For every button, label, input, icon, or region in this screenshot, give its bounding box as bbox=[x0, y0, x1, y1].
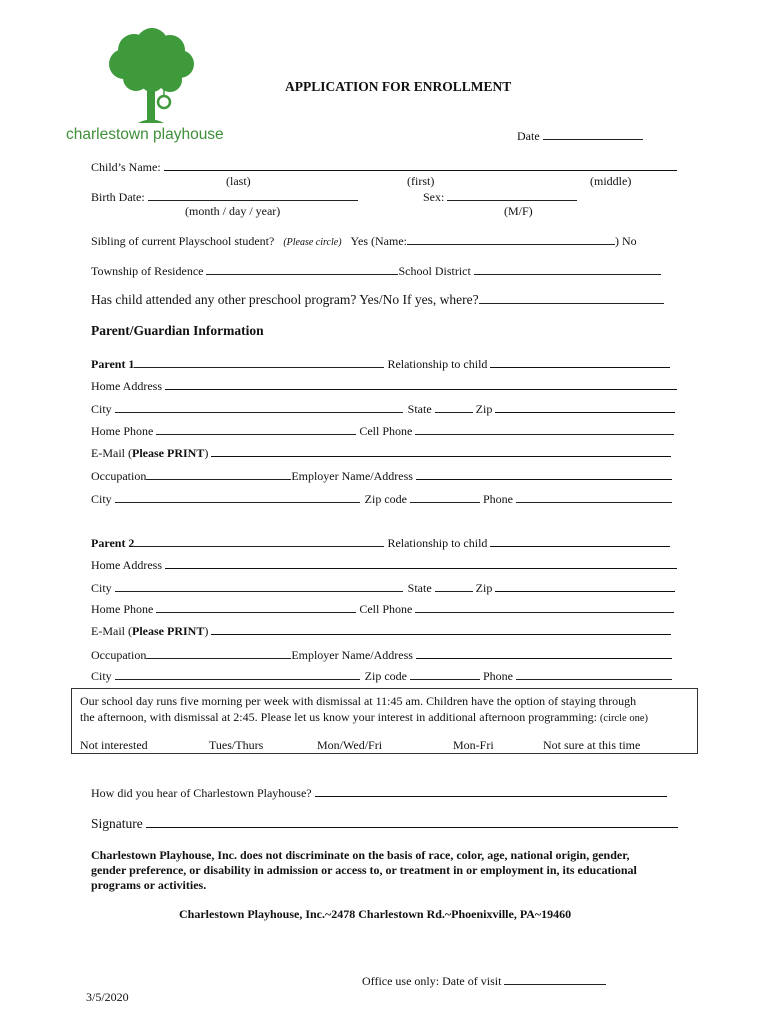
birth-date-row bbox=[91, 189, 358, 205]
option-mon-fri[interactable]: Mon-Fri bbox=[453, 738, 494, 752]
parent2-state-line[interactable] bbox=[435, 580, 473, 592]
parent2-email-line[interactable] bbox=[211, 623, 671, 635]
parent2-city-line[interactable] bbox=[115, 580, 403, 592]
office-use-line[interactable] bbox=[504, 973, 606, 985]
parent2-home-phone-label: Home Phone bbox=[91, 602, 154, 616]
birth-date-line[interactable] bbox=[148, 189, 358, 201]
first-hint: (first) bbox=[407, 174, 435, 188]
parent2-city2-line[interactable] bbox=[115, 668, 360, 680]
township-line[interactable] bbox=[206, 263, 398, 275]
parent1-email-print: Please PRINT bbox=[132, 446, 205, 460]
parent2-relationship-line[interactable] bbox=[490, 535, 670, 547]
parent2-address-row bbox=[91, 557, 677, 573]
nondiscrimination-2: gender preference, or disability in admission or access to, or treatment in or employment in, its educational bbox=[91, 863, 637, 877]
parent1-phone-label: Phone bbox=[483, 492, 513, 506]
circle-one-hint: (circle one) bbox=[599, 713, 648, 724]
parent1-address-row bbox=[91, 378, 677, 394]
sibling-label: Sibling of current Playschool student? bbox=[91, 234, 275, 248]
date-label: Date bbox=[517, 129, 540, 143]
preschool-question: Has child attended any other preschool program? Yes/No If yes, where? bbox=[91, 292, 479, 307]
heard-line[interactable] bbox=[315, 785, 667, 797]
parent2-phone-label: Phone bbox=[483, 669, 513, 683]
parent2-occupation-label: Occupation bbox=[91, 648, 147, 662]
afternoon-box bbox=[71, 688, 698, 754]
parent2-state-label: State bbox=[407, 581, 432, 595]
parent1-occupation-row bbox=[91, 468, 672, 484]
option-mon-wed-fri[interactable]: Mon/Wed/Fri bbox=[317, 738, 383, 752]
signature-label: Signature bbox=[91, 816, 143, 831]
parent2-address-label: Home Address bbox=[91, 558, 162, 572]
preschool-row bbox=[91, 292, 664, 308]
sibling-yes-option[interactable]: Yes (Name: bbox=[350, 234, 407, 248]
parent1-zip-line[interactable] bbox=[495, 401, 675, 413]
parent2-city2-row bbox=[91, 668, 672, 684]
sex-row bbox=[423, 189, 577, 205]
school-district-label: School District bbox=[398, 264, 471, 278]
preschool-line[interactable] bbox=[479, 292, 664, 304]
parent1-zip-code-line[interactable] bbox=[410, 491, 480, 503]
parent2-label: Parent 2 bbox=[91, 536, 135, 550]
parent1-zip-label: Zip bbox=[475, 402, 493, 416]
parent1-city-label: City bbox=[91, 402, 112, 416]
parent2-name-line[interactable] bbox=[134, 535, 384, 547]
tree-icon bbox=[66, 18, 236, 128]
logo-text: charlestown playhouse bbox=[66, 126, 224, 143]
parent1-home-phone-line[interactable] bbox=[156, 423, 356, 435]
date-line[interactable] bbox=[543, 128, 643, 140]
parent2-zip-line[interactable] bbox=[495, 580, 675, 592]
parent1-employer-line[interactable] bbox=[416, 468, 672, 480]
sex-label: Sex: bbox=[423, 190, 445, 204]
parent2-phone-line[interactable] bbox=[516, 668, 672, 680]
birth-hint: (month / day / year) bbox=[185, 204, 281, 218]
parent2-city-row bbox=[91, 580, 675, 596]
parent1-email-label: E-Mail ( bbox=[91, 446, 132, 460]
parent1-state-label: State bbox=[407, 402, 432, 416]
signature-line[interactable] bbox=[146, 816, 678, 828]
parent1-email-paren: ) bbox=[204, 446, 209, 460]
birth-date-label: Birth Date: bbox=[91, 190, 145, 204]
parent2-cell-phone-line[interactable] bbox=[415, 601, 674, 613]
parent1-occupation-label: Occupation bbox=[91, 469, 147, 483]
parent1-zip-code-label: Zip code bbox=[364, 492, 407, 506]
afternoon-text-1: Our school day runs five morning per week with dismissal at 11:45 am. Children have the option of staying through bbox=[80, 694, 637, 708]
form-title: APPLICATION FOR ENROLLMENT bbox=[285, 79, 512, 94]
parent1-relationship-line[interactable] bbox=[490, 356, 670, 368]
parent2-relationship-label: Relationship to child bbox=[387, 536, 488, 550]
sex-hint: (M/F) bbox=[504, 204, 533, 218]
nondiscrimination-3: programs or activities. bbox=[91, 878, 207, 892]
parent2-occupation-row bbox=[91, 647, 672, 663]
parent1-address-label: Home Address bbox=[91, 379, 162, 393]
office-use-label: Office use only: Date of visit bbox=[362, 974, 502, 988]
logo bbox=[66, 18, 236, 146]
option-not-sure[interactable]: Not sure at this time bbox=[543, 738, 641, 752]
parent2-email-label: E-Mail ( bbox=[91, 624, 132, 638]
parent1-home-phone-label: Home Phone bbox=[91, 424, 154, 438]
parent2-employer-label: Employer Name/Address bbox=[291, 648, 413, 662]
parent1-email-row bbox=[91, 445, 671, 461]
parent1-row bbox=[91, 356, 670, 372]
sex-line[interactable] bbox=[447, 189, 577, 201]
last-hint: (last) bbox=[226, 174, 251, 188]
option-tues-thurs[interactable]: Tues/Thurs bbox=[209, 738, 264, 752]
parent1-name-line[interactable] bbox=[134, 356, 384, 368]
footer-date: 3/5/2020 bbox=[86, 990, 129, 1004]
school-district-line[interactable] bbox=[474, 263, 661, 275]
parent2-email-print: Please PRINT bbox=[132, 624, 205, 638]
child-name-label: Child’s Name: bbox=[91, 160, 161, 174]
parent1-city2-label: City bbox=[91, 492, 112, 506]
parent1-email-line[interactable] bbox=[211, 445, 671, 457]
parent1-cell-phone-label: Cell Phone bbox=[359, 424, 413, 438]
heard-row bbox=[91, 785, 667, 801]
address-line: Charlestown Playhouse, Inc.~2478 Charlestown Rd.~Phoenixville, PA~19460 bbox=[179, 907, 572, 921]
afternoon-text-2-main: the afternoon, with dismissal at 2:45. Please let us know your interest in additional afternoon programming: bbox=[80, 710, 597, 724]
parent1-city-row bbox=[91, 401, 675, 417]
child-name-row bbox=[91, 159, 677, 175]
parent2-cell-phone-label: Cell Phone bbox=[359, 602, 413, 616]
parent2-phone-row bbox=[91, 601, 674, 617]
parent1-occupation-line[interactable] bbox=[146, 468, 291, 480]
parent2-zip-code-label: Zip code bbox=[364, 669, 407, 683]
parent2-city-label: City bbox=[91, 581, 112, 595]
office-use-row bbox=[362, 973, 606, 989]
parent2-employer-line[interactable] bbox=[416, 647, 672, 659]
heard-label: How did you hear of Charlestown Playhouse? bbox=[91, 786, 312, 800]
signature-row bbox=[91, 816, 678, 832]
parent1-city2-row bbox=[91, 491, 672, 507]
parent1-address-line[interactable] bbox=[165, 378, 677, 390]
nondiscrimination-1: Charlestown Playhouse, Inc. does not discriminate on the basis of race, color, age, national origin, gender, bbox=[91, 848, 630, 862]
parent2-city2-label: City bbox=[91, 669, 112, 683]
parent1-label: Parent 1 bbox=[91, 357, 135, 371]
child-name-line[interactable] bbox=[164, 159, 677, 171]
parent2-home-phone-line[interactable] bbox=[156, 601, 356, 613]
sibling-name-line[interactable] bbox=[407, 233, 615, 245]
option-not-interested[interactable]: Not interested bbox=[80, 738, 148, 752]
parent1-relationship-label: Relationship to child bbox=[387, 357, 488, 371]
parent1-employer-label: Employer Name/Address bbox=[291, 469, 413, 483]
parent2-zip-code-line[interactable] bbox=[410, 668, 480, 680]
afternoon-text-2 bbox=[80, 710, 648, 725]
sibling-row bbox=[91, 233, 637, 249]
parent2-occupation-line[interactable] bbox=[146, 647, 291, 659]
parent2-address-line[interactable] bbox=[165, 557, 677, 569]
parent1-city-line[interactable] bbox=[115, 401, 403, 413]
parent1-city2-line[interactable] bbox=[115, 491, 360, 503]
parent2-email-paren: ) bbox=[204, 624, 209, 638]
parent1-phone-line[interactable] bbox=[516, 491, 672, 503]
parent-section-title: Parent/Guardian Information bbox=[91, 323, 264, 338]
parent1-phone-row bbox=[91, 423, 674, 439]
parent2-row bbox=[91, 535, 670, 551]
middle-hint: (middle) bbox=[590, 174, 632, 188]
date-field bbox=[517, 128, 643, 144]
parent1-state-line[interactable] bbox=[435, 401, 473, 413]
township-row bbox=[91, 263, 661, 279]
township-label: Township of Residence bbox=[91, 264, 204, 278]
sibling-no-option[interactable]: ) No bbox=[614, 234, 637, 248]
parent2-zip-label: Zip bbox=[475, 581, 493, 595]
parent2-email-row bbox=[91, 623, 671, 639]
parent1-cell-phone-line[interactable] bbox=[415, 423, 674, 435]
please-circle-hint: (Please circle) bbox=[283, 237, 342, 248]
